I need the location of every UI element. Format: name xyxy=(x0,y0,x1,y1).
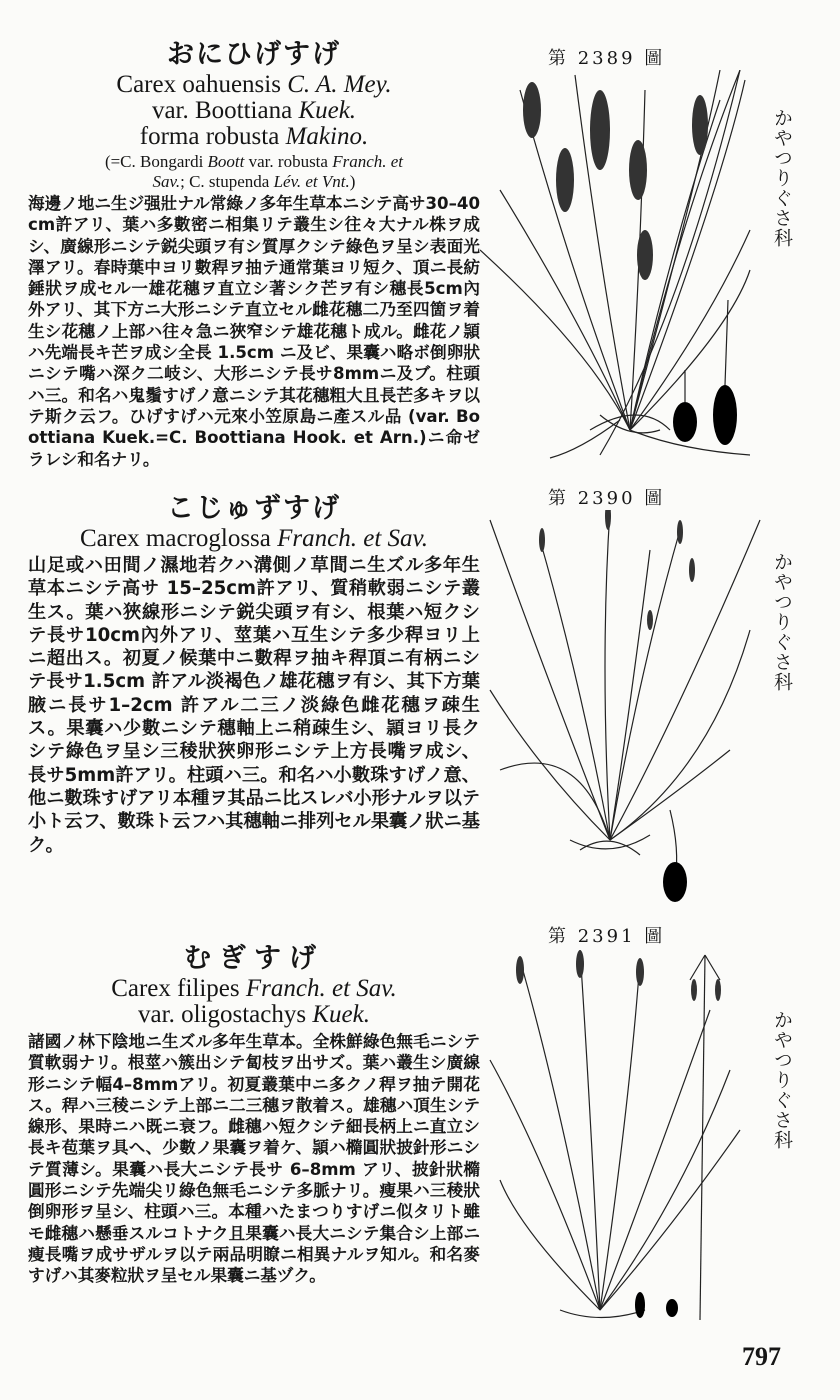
description: 諸國ノ林下陰地ニ生ズル多年生草本。全株鮮綠色無毛ニシテ質軟弱ナリ。根莖ハ簇出シテ匐枝ヲ出サズ。葉ハ叢生シ廣線形ニシテ幅4–8mmアリ。初夏叢葉中ニ多クノ稈ヲ抽テ開花ス。稈ハ三稜ニシテ上部ニ二三穗ヲ散着ス。雄穗ハ頂生シテ線形、果時ニハ既ニ衰フ。雌穗ハ短クシテ細長柄上ニ直立シ長キ苞葉ヲ具ヘ、少數ノ果囊ヲ着ケ、頴ハ橢圓狀披針形ニシテ質薄シ。果囊ハ長大ニシテ長サ 6–8mm アリ、披針狀橢圓形ニシテ先端尖リ綠色無毛ニシテ多脈ナリ。瘦果ハ三稜狀倒卵形ヲ呈シ、柱頭ハ三。本種ハたまつりすげニ似タリト雖モ雌穗ハ懸垂スルコトナク且果囊ハ長大ニシテ集合シ上部ニ瘦長嘴ヲ成サザルヲ以テ兩品明瞭ニ相異ナルヲ知ル。和名麥すげハ其麥粒狀ヲ呈セル果囊ニ基ヅク。 xyxy=(28,1032,480,1286)
latin-name-line: forma robusta Makino. xyxy=(139,123,369,150)
family-label: かやつりぐさ科 xyxy=(771,108,793,248)
figure-label: 第 2390 圖 xyxy=(548,488,666,509)
japanese-name: こじゅずすげ xyxy=(167,493,341,524)
entry-2390 xyxy=(28,492,480,857)
japanese-name: むぎすげ xyxy=(184,943,324,974)
latin-name-line: Carex oahuensis C. A. Mey. xyxy=(116,71,392,98)
figure-label: 第 2389 圖 xyxy=(548,48,666,69)
synonym-line: (=C. Bongardi Boott var. robusta Franch. et xyxy=(104,152,404,171)
latin-name-line: Carex macroglossa Franch. et Sav. xyxy=(79,525,429,552)
plant-illustration-2390 xyxy=(480,510,770,910)
latin-name-line: Carex filipes Franch. et Sav. xyxy=(111,975,397,1002)
figure-label: 第 2391 圖 xyxy=(548,926,666,947)
family-label: かやつりぐさ科 xyxy=(771,1010,793,1150)
japanese-name: おにひげすげ xyxy=(167,39,341,70)
description: 山足或ハ田間ノ濕地若クハ溝側ノ草間ニ生ズル多年生草本ニシテ高サ 15–25cm許アリ、質稍軟弱ニシテ叢生ス。葉ハ狹線形ニシテ鋭尖頭ヲ有シ、根葉ハ短クシテ長サ10cm內外アリ、莖葉ハ互生シテ多少稈ヨリ上ニ超出ス。初夏ノ候葉中ニ數稈ヲ抽キ稈頂ニ有柄ニシテ長サ1.5cm 許アル淡褐色ノ雄花穗ヲ有シ、其下方葉腋ニ長サ1–2cm 許アル二三ノ淡綠色雌花穗ヲ疎生ス。果囊ハ少數ニシテ穗軸上ニ稍疎生シ、頴ヨリ長クシテ綠色ヲ呈シ三稜狀狹卵形ニシテ上方長嘴ヲ成シ、長サ5mm許アリ。柱頭ハ三。和名ハ小數珠すげノ意、他ニ數珠すげアリ本種ヲ其品ニ比スレバ小形ナルヲ以テ小ト云フ、數珠ト云フハ其穗軸ニ排列セル果囊ノ狀ニ基ク。 xyxy=(28,555,480,856)
entry-2389 xyxy=(28,38,480,470)
entry-2391 xyxy=(28,942,480,1287)
latin-name-line: var. oligostachys Kuek. xyxy=(138,1001,370,1028)
plant-illustration-2389 xyxy=(480,70,760,465)
latin-name-line: var. Boottiana Kuek. xyxy=(151,97,357,124)
page-number: 797 xyxy=(742,1342,781,1371)
synonym-line: Sav.; C. stupenda Lév. et Vnt.) xyxy=(152,172,356,191)
description: 海邊ノ地ニ生ジ强壯ナル常綠ノ多年生草本ニシテ高サ30–40cm許アリ、葉ハ多數密ニ相集リテ叢生シ往々大ナル株ヲ成シ、廣線形ニシテ鋭尖頭ヲ有シ質厚クシテ綠色ヲ呈シ表面光澤アリ。春時葉中ヨリ數稈ヲ抽テ通常葉ヨリ短ク、頂ニ長紡錘狀ヲ成セル一雄花穗ヲ直立シ著シク芒ヲ有シ穗長5cm內外アリ、其下方ニ大形ニシテ直立セル雌花穗二乃至四箇ヲ着生シ花穗ノ上部ハ往々急ニ狹窄シテ雄花穗ト成ル。雌花ノ頴ハ先端長キ芒ヲ成シ全長 1.5cm ニ及ビ、果囊ハ略ボ倒卵狀ニシテ嘴ハ深ク二岐シ、大形ニシテ長サ8mmニ及ブ。柱頭ハ三。和名ハ鬼鬚すげノ意ニシテ其花穗粗大且長芒多キヲ以テ斯ク云フ。ひげすげハ元來小笠原島ニ產スル品 (var. Boottiana Kuek.=C. Boottiana Hook. et Arn.)ニ命ゼラレシ和名ナリ。 xyxy=(28,194,480,469)
plant-illustration-2391 xyxy=(480,950,760,1330)
family-label: かやつりぐさ科 xyxy=(771,552,793,692)
